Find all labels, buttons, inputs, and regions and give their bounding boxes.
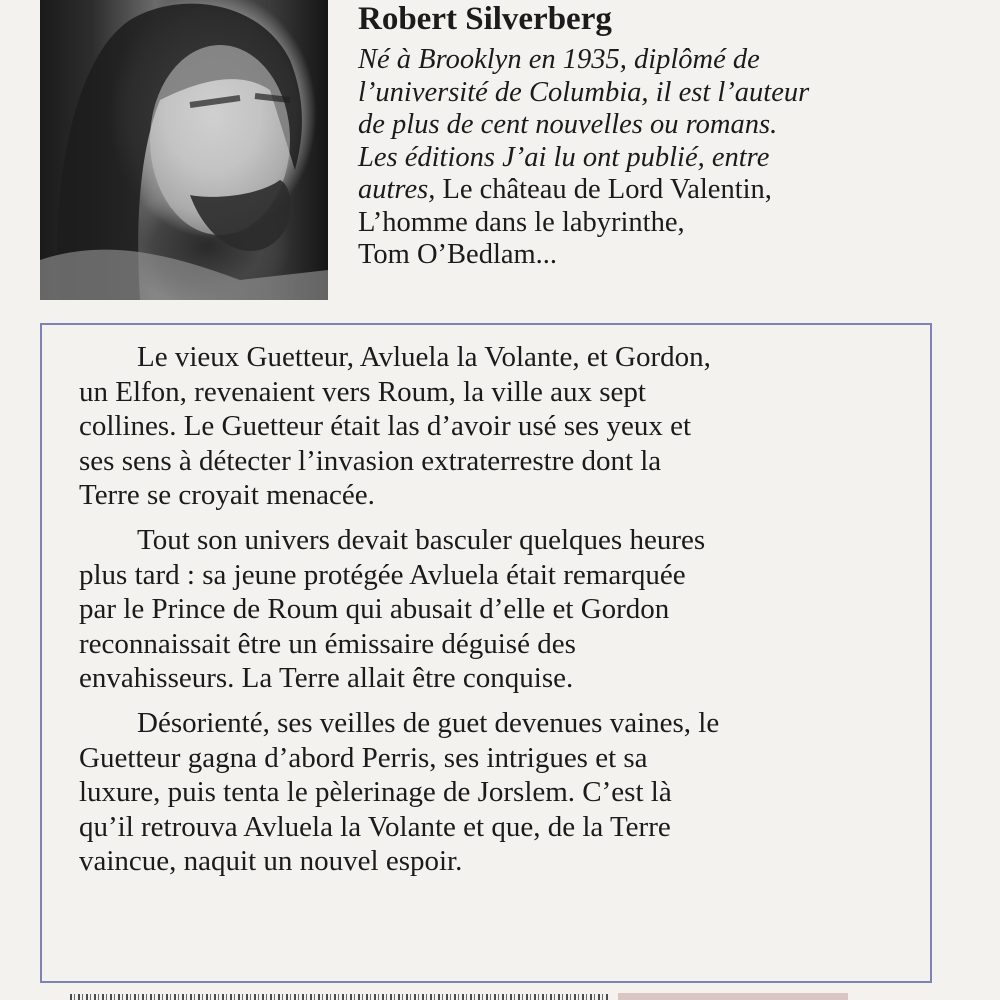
bio-text-run: Les éditions J’ai lu ont publié, entre [358, 141, 770, 173]
bio-line [358, 77, 978, 110]
author-bio-text [358, 44, 978, 272]
summary-line: plus tard : sa jeune protégée Avluela était remarquée [79, 558, 686, 591]
bio-line [358, 239, 978, 272]
summary-line: luxure, puis tenta le pèlerinage de Jorslem. C’est là [79, 776, 672, 809]
bio-text-run: L’homme dans le labyrinthe, [358, 206, 685, 238]
bio-text-run: Le château de Lord Valentin, [435, 174, 772, 205]
summary-line: Tout son univers devait basculer quelques heures [137, 523, 706, 556]
summary-paragraph [79, 523, 919, 696]
summary-line: reconnaissait être un émissaire déguisé des [79, 627, 576, 660]
author-bio [358, 0, 978, 272]
bio-line [358, 174, 978, 207]
bio-text-run: autres, [358, 174, 436, 205]
summary-line: Guetteur gagna d’abord Perris, ses intrigues et sa [79, 741, 648, 774]
author-name: Robert Silverberg [358, 1, 612, 37]
summary-line: envahisseurs. La Terre allait être conquise. [79, 662, 574, 695]
summary-line: collines. Le Guetteur était las d’avoir usé ses yeux et [79, 410, 692, 443]
bio-line [358, 44, 978, 77]
summary-line: Terre se croyait menacée. [79, 479, 375, 512]
bio-line [358, 207, 978, 240]
author-photo [40, 0, 328, 300]
bio-text-run: l’université de Columbia, il est l’auteur [358, 76, 810, 108]
bio-line [358, 109, 978, 142]
summary-paragraph [79, 340, 919, 513]
summary-line: vaincue, naquit un nouvel espoir. [79, 845, 463, 878]
summary-line: ses sens à détecter l’invasion extraterrestre dont la [79, 444, 662, 477]
summary-paragraph [79, 706, 919, 879]
back-cover-summary-box [40, 323, 932, 983]
bio-text-run: Tom O’Bedlam... [358, 239, 558, 270]
summary-line: un Elfon, revenaient vers Roum, la ville aux sept [79, 375, 646, 408]
author-portrait-icon [40, 0, 328, 300]
summary-line: Désorienté, ses veilles de guet devenues vaines, le [137, 706, 720, 739]
bio-text-run: de plus de cent nouvelles ou romans. [358, 109, 778, 140]
price-sticker [618, 993, 848, 1000]
barcode-strip [70, 994, 610, 1000]
bio-line [358, 142, 978, 175]
bio-text-run: Né à Brooklyn en 1935, diplômé de [358, 44, 760, 75]
summary-text [79, 340, 919, 889]
summary-line: Le vieux Guetteur, Avluela la Volante, et Gordon, [137, 341, 711, 373]
summary-line: qu’il retrouva Avluela la Volante et que, de la Terre [79, 810, 671, 843]
summary-line: par le Prince de Roum qui abusait d’elle et Gordon [79, 593, 670, 626]
